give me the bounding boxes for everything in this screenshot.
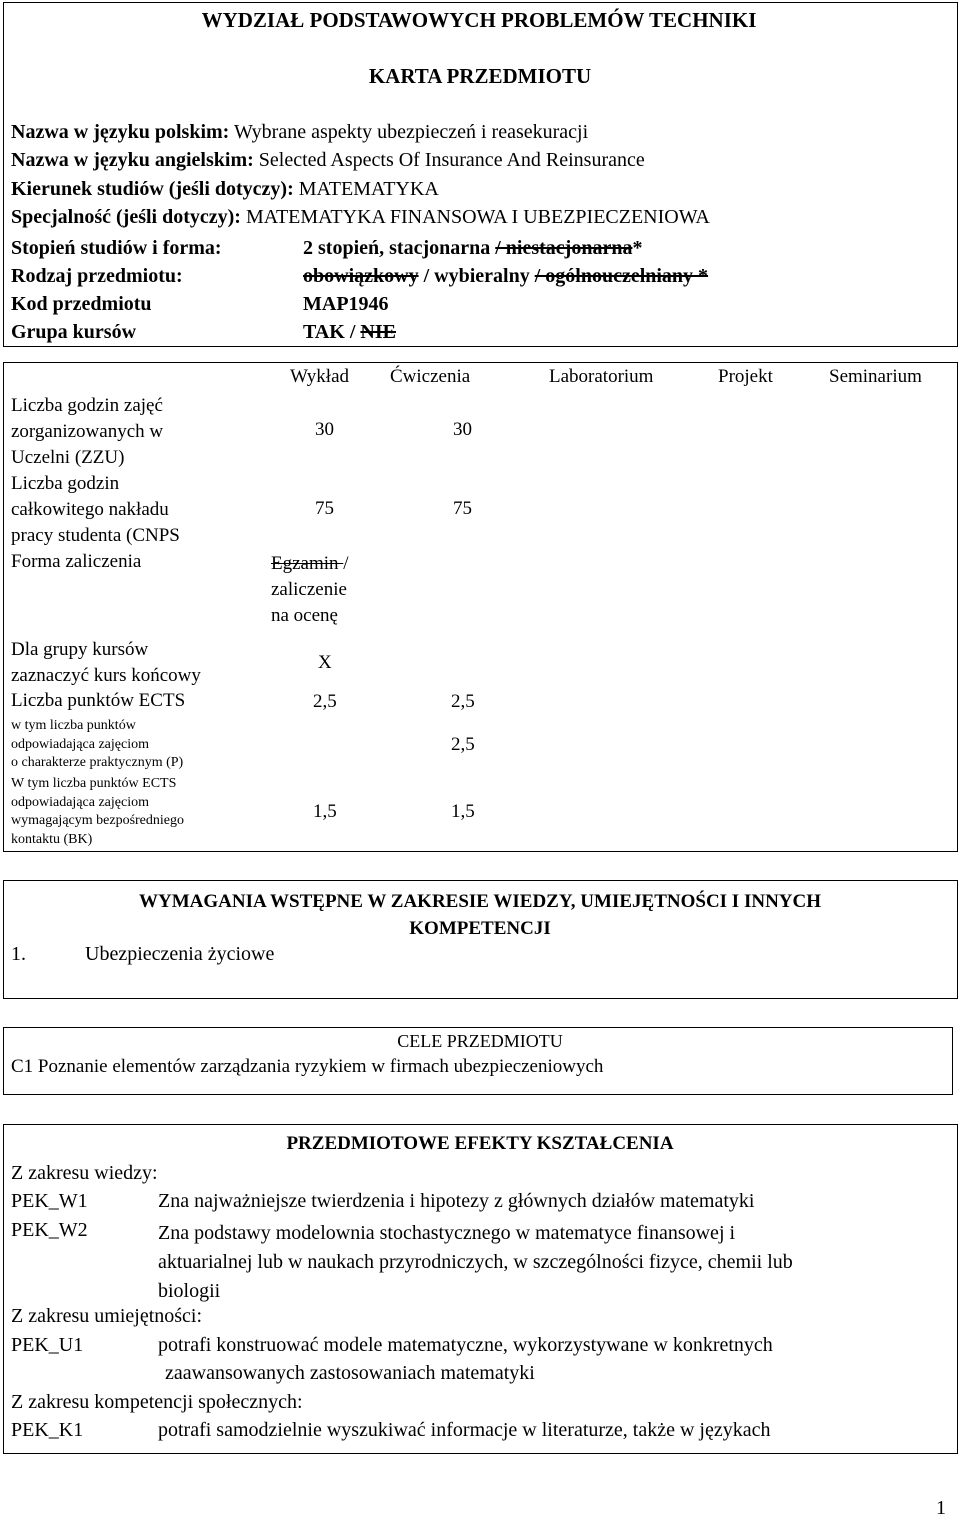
zzu-exercises: 30	[453, 419, 472, 440]
field-row	[11, 178, 439, 201]
form-line: na ocenę	[271, 605, 338, 626]
type-struck-mandatory: obowiązkowy	[303, 265, 419, 287]
row-contact-label-line: W tym liczba punktów ECTS	[11, 776, 177, 791]
requirements-title-line: KOMPETENCJI	[409, 918, 551, 939]
spec-label: Specjalność (jeśli dotyczy):	[11, 206, 241, 228]
pek-w2-line: biologii	[158, 1280, 221, 1302]
degree-struck: / niestacjonarna	[495, 237, 633, 259]
pek-u1-line2: zaawansowanych zastosowaniach matematyki	[165, 1362, 535, 1384]
col-project: Projekt	[718, 366, 773, 387]
row-cnps-label-line: całkowitego nakładu	[11, 499, 169, 520]
name-pl-label: Nazwa w języku polskim:	[11, 121, 230, 143]
pek-w2-line: aktuarialnej lub w naukach przyrodniczych, w szczególności fizyce, chemii lub	[158, 1251, 793, 1273]
skills-label: Z zakresu umiejętności:	[11, 1305, 203, 1327]
row-contact-label-line: wymagającym bezpośredniego	[11, 813, 184, 828]
type-selected: / wybieralny	[418, 265, 535, 287]
knowledge-label: Z zakresu wiedzy:	[11, 1162, 158, 1184]
group-label: Grupa kursów	[11, 321, 137, 343]
name-en-label: Nazwa w języku angielskim:	[11, 149, 254, 171]
col-seminar: Seminarium	[829, 366, 922, 387]
requirements-title	[0, 888, 960, 942]
form-lecture	[271, 551, 349, 629]
contact-lecture: 1,5	[313, 801, 337, 822]
col-laboratory: Laboratorium	[549, 366, 654, 387]
page-number: 1	[936, 1497, 946, 1519]
field-value: MATEMATYKA	[298, 178, 439, 200]
col-lecture: Wykład	[290, 366, 350, 387]
spec-value: MATEMATYKA FINANSOWA I UBEZPIECZENIOWA	[245, 206, 710, 228]
row-practical-label-line: w tym liczba punktów	[11, 718, 136, 733]
pek-u1-line1: potrafi konstruować modele matematyczne, wykorzystywane w konkretnych	[158, 1334, 773, 1356]
pek-w2-code: PEK_W2	[11, 1219, 88, 1241]
ects-lecture: 2,5	[313, 691, 337, 712]
requirements-title-line: WYMAGANIA WSTĘPNE W ZAKRESIE WIEDZY, UMIEJĘTNOŚCI I INNYCH	[138, 891, 822, 912]
pek-k1-text: potrafi samodzielnie wyszukiwać informacje w literaturze, także w językach	[158, 1419, 771, 1441]
row-final-label	[11, 637, 201, 689]
code-label: Kod przedmiotu	[11, 293, 152, 315]
name-pl-value: Wybrane aspekty ubezpieczeń i reasekuracji	[233, 121, 589, 143]
row-cnps-label	[11, 471, 180, 549]
pek-u1-code: PEK_U1	[11, 1334, 84, 1356]
degree-asterisk: *	[632, 237, 643, 259]
cnps-exercises: 75	[453, 498, 472, 519]
cnps-lecture: 75	[315, 498, 334, 519]
type-struck-general: / ogólnouczelniany *	[534, 265, 709, 287]
faculty-title: WYDZIAŁ PODSTAWOWYCH PROBLEMÓW TECHNIKI	[201, 8, 757, 32]
row-contact-label-line: kontaktu (BK)	[11, 831, 93, 847]
code-value: MAP1946	[303, 293, 389, 315]
final-course-mark: X	[318, 652, 332, 673]
row-cnps-label-line: pracy studenta (CNPS	[11, 525, 180, 546]
row-zzu-label-line: zorganizowanych w	[11, 421, 164, 442]
practical-exercises: 2,5	[451, 734, 475, 755]
row-contact-label	[11, 775, 184, 849]
group-struck: NIE	[360, 321, 396, 343]
zzu-lecture: 30	[315, 419, 334, 440]
requirement-text: Ubezpieczenia życiowe	[85, 943, 275, 965]
name-pl-row	[11, 121, 588, 144]
name-en-value: Selected Aspects Of Insurance And Reinsurance	[258, 149, 645, 171]
degree-value	[303, 237, 642, 260]
type-label: Rodzaj przedmiotu:	[11, 265, 183, 287]
form-struck-exam: Egzamin	[271, 553, 344, 574]
row-practical-label-line: o charakterze praktycznym (P)	[11, 755, 184, 770]
card-title: KARTA PRZEDMIOTU	[368, 64, 592, 88]
pek-w1-text: Zna najważniejsze twierdzenia i hipotezy z głównych działów matematyki	[158, 1190, 755, 1212]
pek-w2-text	[158, 1219, 793, 1306]
row-practical-label	[11, 717, 183, 773]
pek-w2-line: Zna podstawy modelownia stochastycznego w matematyce finansowej i	[158, 1222, 736, 1244]
row-zzu-label-line: Uczelni (ZZU)	[11, 447, 125, 468]
row-zzu-label-line: Liczba godzin zajęć	[11, 395, 163, 416]
row-form-label: Forma zaliczenia	[11, 551, 142, 572]
outcomes-title: PRZEDMIOTOWE EFEKTY KSZTAŁCENIA	[286, 1133, 674, 1154]
form-line: zaliczenie	[271, 579, 347, 600]
requirement-item	[11, 943, 26, 966]
requirement-number: 1.	[11, 943, 26, 965]
row-final-label-line: Dla grupy kursów	[11, 639, 149, 660]
social-label: Z zakresu kompetencji społecznych:	[11, 1391, 303, 1413]
row-cnps-label-line: Liczba godzin	[11, 473, 120, 494]
row-contact-label-line: odpowiadająca zajęciom	[11, 794, 149, 810]
name-en-row	[11, 149, 645, 172]
degree-label: Stopień studiów i forma:	[11, 237, 222, 259]
ects-exercises: 2,5	[451, 691, 475, 712]
degree-selected: 2 stopień, stacjonarna	[303, 237, 491, 259]
group-value	[303, 321, 396, 344]
form-line: /	[343, 553, 349, 574]
group-selected: TAK /	[303, 321, 361, 343]
pek-k1-code: PEK_K1	[11, 1419, 84, 1441]
spec-row	[11, 206, 710, 229]
goal-item: C1 Poznanie elementów zarządzania ryzykiem w firmach ubezpieczeniowych	[11, 1056, 604, 1077]
contact-exercises: 1,5	[451, 801, 475, 822]
row-ects-label: Liczba punktów ECTS	[11, 690, 186, 711]
field-label: Kierunek studiów (jeśli dotyczy):	[11, 178, 294, 200]
row-practical-label-line: odpowiadająca zajęciom	[11, 736, 149, 752]
type-value	[303, 265, 708, 288]
goals-title: CELE PRZEDMIOTU	[397, 1031, 563, 1051]
col-exercises: Ćwiczenia	[390, 366, 471, 387]
row-zzu-label	[11, 393, 163, 471]
pek-w1-code: PEK_W1	[11, 1190, 88, 1212]
row-final-label-line: zaznaczyć kurs końcowy	[11, 665, 201, 686]
